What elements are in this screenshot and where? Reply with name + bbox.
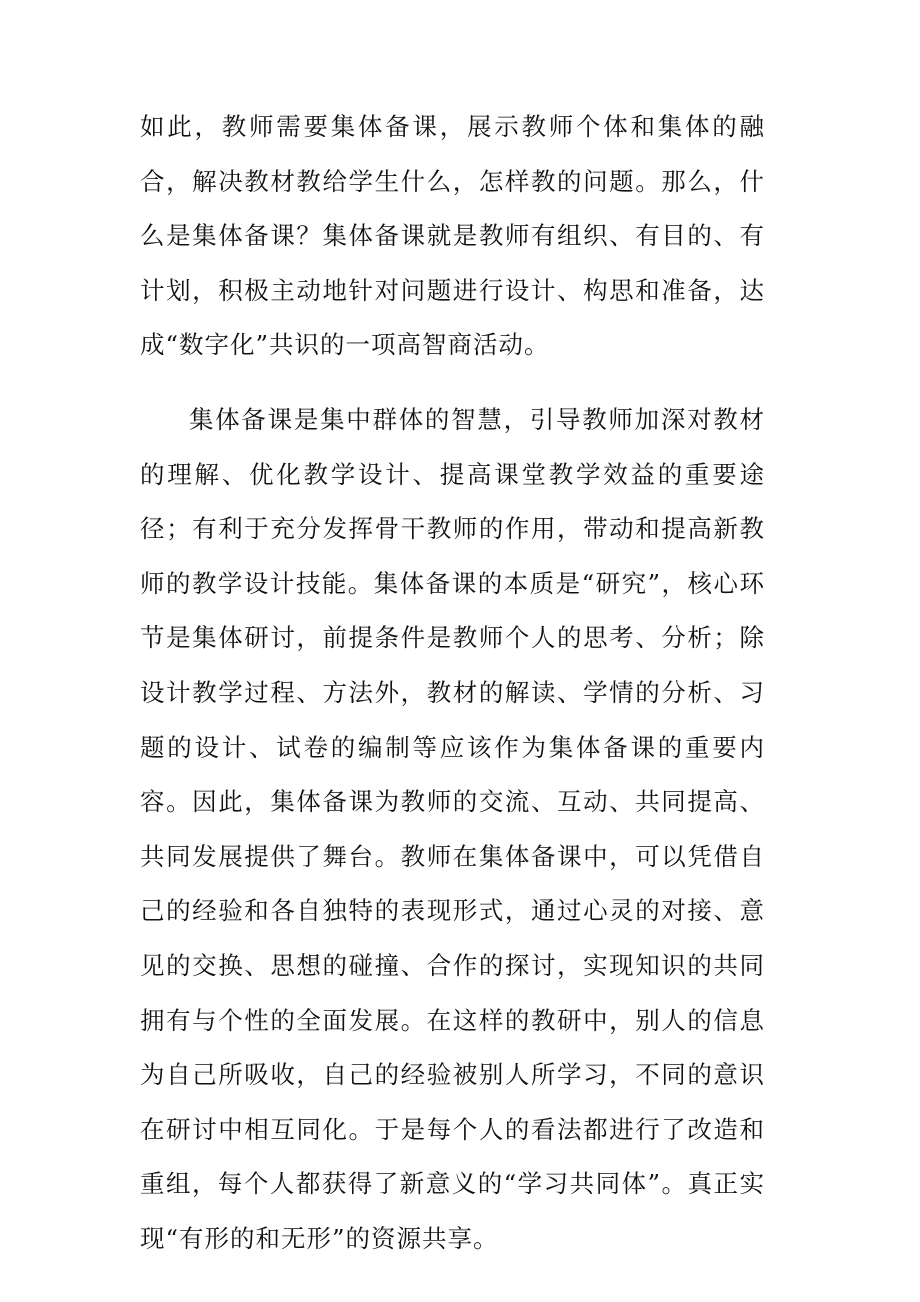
document-body: [140, 100, 765, 1266]
paragraph-1: 如此，教师需要集体备课，展示教师个体和集体的融合，解决教材教给学生什么，怎样教的问题。那么，什么是集体备课？集体备课就是教师有组织、有目的、有计划，积极主动地针对问题进行设计、构思和准备，达成“数字化”共识的一项高智商活动。: [140, 112, 765, 360]
paragraph-2: 集体备课是集中群体的智慧，引导教师加深对教材的理解、优化教学设计、提高课堂教学效益的重要途径；有利于充分发挥骨干教师的作用，带动和提高新教师的教学设计技能。集体备课的本质是“研究”，核心环节是集体研讨，前提条件是教师个人的思考、分析；除设计教学过程、方法外，教材的解读、学情的分析、习题的设计、试卷的编制等应该作为集体备课的重要内容。因此，集体备课为教师的交流、互动、共同提高、共同发展提供了舞台。教师在集体备课中，可以凭借自己的经验和各自独特的表现形式，通过心灵的对接、意见的交换、思想的碰撞、合作的探讨，实现知识的共同拥有与个性的全面发展。在这样的教研中，别人的信息为自己所吸收，自己的经验被别人所学习，不同的意识在研讨中相互同化。于是每个人的看法都进行了改造和重组，每个人都获得了新意义的“学习共同体”。真正实现“有形的和无形”的资源共享。: [140, 404, 765, 1253]
